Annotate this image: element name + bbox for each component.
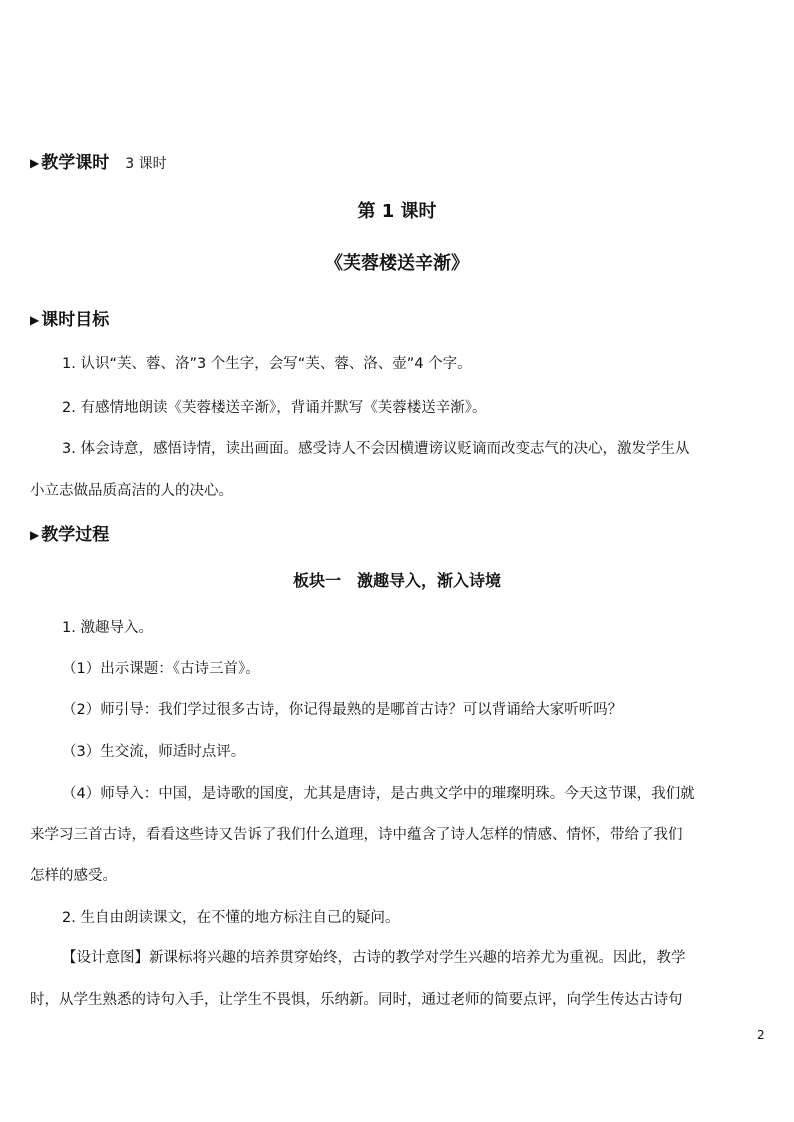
lesson-title: 第 1 课时 [357,201,437,222]
triangle-bullet-icon: ▶ [30,528,40,542]
objective-line: 小立志做品质高洁的人的决心。 [30,483,233,499]
objectives-heading: 课时目标 [41,310,110,330]
design-intent-line: 时，从学生熟悉的诗句入手，让学生不畏惧，乐纳新。同时，通过老师的简要点评，向学生传达古诗句 [30,992,683,1008]
teaching-hours-value: 3 课时 [125,156,167,172]
teaching-hours-label: 教学课时 [41,153,110,173]
process-line: 来学习三首古诗，看看这些诗又告诉了我们什么道理，诗中蕴含了诗人怎样的情感、情怀，带给了我们 [30,827,683,843]
process-line: （3）生交流，师适时点评。 [62,744,246,760]
page-number: 2 [757,1028,765,1042]
objectives-heading-row [30,305,109,330]
process-line: 1. 激趣导入。 [62,620,153,636]
teaching-hours-row [30,148,167,173]
triangle-bullet-icon: ▶ [30,313,40,327]
design-intent-line: 【设计意图】新课标将兴趣的培养贯穿始终，古诗的教学对学生兴趣的培养尤为重视。因此，教学 [62,950,686,966]
section-title: 板块一 激趣导入，渐入诗境 [292,571,501,590]
process-line: （2）师引导：我们学过很多古诗，你记得最熟的是哪首古诗？可以背诵给大家听听吗？ [62,702,623,718]
objective-line: 1. 认识“芙、蓉、洛”3 个生字，会写“芙、蓉、洛、壶”4 个字。 [62,356,472,372]
triangle-bullet-icon: ▶ [30,156,40,170]
poem-title: 《芙蓉楼送辛渐》 [325,253,469,274]
objective-line: 3. 体会诗意，感悟诗情，读出画面。感受诗人不会因横遭谤议贬谪而改变志气的决心，激发学生从 [62,441,690,457]
process-heading: 教学过程 [41,525,110,545]
process-line: 怎样的感受。 [30,868,117,884]
process-line: （1）出示课题：《古诗三首》。 [62,661,260,677]
objective-line: 2. 有感情地朗读《芙蓉楼送辛渐》，背诵并默写《芙蓉楼送辛渐》。 [62,400,487,416]
process-line: 2. 生自由朗读课文，在不懂的地方标注自己的疑问。 [62,910,400,926]
process-line: （4）师导入：中国，是诗歌的国度，尤其是唐诗，是古典文学中的璀璨明珠。今天这节课，我们就 [62,786,695,802]
process-heading-row [30,520,109,545]
